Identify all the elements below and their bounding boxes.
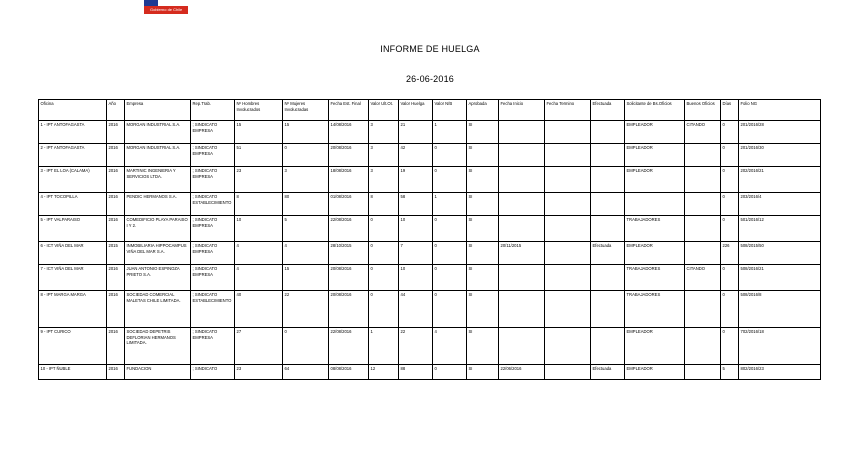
table-cell: Efectuada [591,365,625,380]
table-cell [591,121,625,144]
table-cell [545,265,591,291]
table-cell [499,167,545,193]
table-cell: 22/06/2016 [499,365,545,380]
table-cell [685,144,721,167]
column-header: Valor Ult.Ot. [369,100,399,121]
table-cell: 8 [369,193,399,216]
table-cell: 6 - ICT VIÑA DEL MAR [39,242,107,265]
table-cell: 80 [283,193,329,216]
table-cell: 226 [721,242,739,265]
table-cell: 1 - IPT ANTOFAGASTA [39,121,107,144]
table-cell: 0 [433,365,467,380]
table-cell: ; SINDICATO EMPRESA [191,265,235,291]
table-cell: 8 [235,193,283,216]
table-cell: 01/08/2016 [329,193,369,216]
table-cell: 201/2016/30 [739,144,821,167]
table-cell: 0 [369,242,399,265]
table-row [39,193,821,216]
table-cell: 20/08/2016 [329,265,369,291]
table-cell: CITANDO [685,265,721,291]
table-cell: 3 - IPT EL LOA (CALAMA) [39,167,107,193]
table-cell: 64 [283,365,329,380]
table-cell: 501/2016/12 [739,216,821,242]
table-cell [591,216,625,242]
table-cell [591,193,625,216]
table-cell: 2 - IPT ANTOFAGASTA [39,144,107,167]
column-header: Efectuada [591,100,625,121]
table-cell: 3 [369,167,399,193]
column-header: Días [721,100,739,121]
table-cell: 1 [369,328,399,365]
table-cell: 40 [235,291,283,328]
table-cell: 0 [433,242,467,265]
table-row [39,265,821,291]
table-cell: 0 [721,167,739,193]
table-cell: EMPLEADOR [625,242,685,265]
column-header: Valor Huelga [399,100,433,121]
table-cell [545,242,591,265]
table-cell: 88 [399,365,433,380]
table-cell: 22 [283,291,329,328]
column-header: Nº Mujeres Involucradas [283,100,329,121]
table-body [39,121,821,380]
table-cell: 9 - IPT CURICO [39,328,107,365]
table-cell [685,365,721,380]
table-cell: 0 [433,167,467,193]
table-cell [545,291,591,328]
table-cell: 23 [235,167,283,193]
table-cell [499,265,545,291]
table-cell: COMEDIFICIO PLAYA PARAISO I Y 2. [125,216,191,242]
table-cell: 3 [369,144,399,167]
table-cell: 27 [235,328,283,365]
table-cell: 0 [721,216,739,242]
table-cell: 4 [235,265,283,291]
table-cell: 0 [369,265,399,291]
column-header: Empresa [125,100,191,121]
table-cell [499,121,545,144]
table-cell: 0 [721,291,739,328]
table-cell: 0 [721,328,739,365]
column-header: Aprobada [467,100,499,121]
table-cell: 10 - IPT ÑUBLE [39,365,107,380]
table-cell: 10 [399,216,433,242]
table-cell: 0 [433,216,467,242]
table-cell: 4 - IPT TOCOPILLA [39,193,107,216]
table-cell: 2016 [107,193,125,216]
table-cell: 5 - IPT VALPARAISO [39,216,107,242]
table-cell: 51 [235,144,283,167]
table-cell: 2016 [107,291,125,328]
gobierno-logo [144,0,188,14]
table-cell: 0 [433,265,467,291]
table-cell: EMPLEADOR [625,144,685,167]
table-cell: 2016 [107,121,125,144]
table-cell: 0 [369,216,399,242]
table-cell: 508/2015/50 [739,242,821,265]
table-cell [685,291,721,328]
table-cell: 18/08/2016 [329,167,369,193]
table-row [39,365,821,380]
table-cell [499,216,545,242]
table-cell: 203/2016/4 [739,193,821,216]
table-cell: 10 [235,216,283,242]
table-cell: JUAN ANTONIO ESPINOZA PRIETO S.A. [125,265,191,291]
table-cell [499,291,545,328]
table-cell: 2016 [107,265,125,291]
table-row [39,242,821,265]
table-cell: 20/08/2016 [329,291,369,328]
table-cell: SI [467,167,499,193]
table-cell: 5 [721,365,739,380]
table-cell: 3 [283,167,329,193]
table-cell: ; SINDICATO ESTABLECIMIENTO [191,193,235,216]
report-date: 26-06-2016 [405,74,455,84]
table-cell: EMPLEADOR [625,328,685,365]
table-cell [545,216,591,242]
table-cell: ; SINDICATO EMPRESA [191,328,235,365]
table-cell: 2016 [107,216,125,242]
table-cell: 21 [399,121,433,144]
table-cell [591,328,625,365]
table-cell: SI [467,291,499,328]
table-cell: INMOBILIARIA HIPPOCAMPUS VIÑA DEL MAR S.A. [125,242,191,265]
table-cell [591,144,625,167]
strike-report-table [38,99,821,380]
table-cell: 4 [433,328,467,365]
table-row [39,121,821,144]
table-cell: 7 [399,242,433,265]
table-cell: ; SINDICATO EMPRESA [191,167,235,193]
table-cell: TRABAJADORES [625,265,685,291]
table-cell: ; SINDICATO EMPRESA [191,144,235,167]
table-cell: 08/08/2016 [329,365,369,380]
column-header: Solicitante de Bs.Oficios [625,100,685,121]
table-cell: 20/08/2016 [329,144,369,167]
table-cell: 2016 [107,328,125,365]
table-cell: PENDIC HERMANOS S.A. [125,193,191,216]
table-cell: EMPLEADOR [625,365,685,380]
table-cell: 7 - ICT VIÑA DEL MAR [39,265,107,291]
table-cell: 802/2016/23 [739,365,821,380]
table-cell: ; SINDICATO EMPRESA [191,242,235,265]
table-cell: EMPLEADOR [625,167,685,193]
table-cell: MORGAN INDUSTRIAL S.A. [125,144,191,167]
column-header: Fecha Termino [545,100,591,121]
column-header: Buenos Oficios [685,100,721,121]
table-cell: 508/2016/8 [739,291,821,328]
table-cell: 15 [235,121,283,144]
table-cell: TRABAJADORES [625,216,685,242]
table-row [39,291,821,328]
table-cell [625,193,685,216]
table-cell: 42 [399,144,433,167]
column-header: Fecha Est. Final [329,100,369,121]
table-cell: 2015 [107,242,125,265]
table-cell [591,265,625,291]
table-cell: 702/2016/18 [739,328,821,365]
table-cell: 22 [399,328,433,365]
table-cell: EMPLEADOR [625,121,685,144]
table-cell [499,193,545,216]
table-cell: 22/08/2016 [329,216,369,242]
table-cell: 508/2016/21 [739,265,821,291]
table-cell: SI [467,242,499,265]
table-cell: 4 [235,242,283,265]
table-cell: 0 [721,121,739,144]
table-cell: 2016 [107,167,125,193]
table-cell: 3 [369,121,399,144]
table-cell: 19 [399,167,433,193]
table-cell: 0 [721,193,739,216]
table-cell: SI [467,144,499,167]
table-cell: ; SINDICATO EMPRESA [191,216,235,242]
table-cell: 0 [721,265,739,291]
table-cell [685,216,721,242]
table-cell: SI [467,193,499,216]
table-cell: 8 - IPT MARGA MARGA [39,291,107,328]
table-cell: SI [467,216,499,242]
table-cell: ; SINDICATO [191,365,235,380]
table-row [39,144,821,167]
table-cell [545,121,591,144]
table-cell [685,328,721,365]
table-row [39,167,821,193]
table-cell: 2016 [107,365,125,380]
table-cell: SI [467,265,499,291]
column-header: Rep.Trab. [191,100,235,121]
table-cell [499,144,545,167]
table-cell: SOCIEDAD COMERCIAL MALETAS CHILE LIMITADA. [125,291,191,328]
table-cell: 0 [283,144,329,167]
report-title: INFORME DE HUELGA [380,44,480,54]
logo-text: Gobierno de Chile [144,6,188,14]
table-cell: ; SINDICATO EMPRESA [191,121,235,144]
table-cell: 1 [433,193,467,216]
table-cell: 44 [399,291,433,328]
table-cell: 10 [399,265,433,291]
table-row [39,328,821,365]
table-cell [545,167,591,193]
table-cell [685,242,721,265]
table-cell [591,291,625,328]
table-cell [499,328,545,365]
table-cell: 0 [721,144,739,167]
table-cell: 15 [283,265,329,291]
table-row [39,216,821,242]
table-cell: 0 [283,328,329,365]
table-cell: 14/08/2016 [329,121,369,144]
column-header: Nº Hombres Involucrados [235,100,283,121]
table-cell: Efectuada [591,242,625,265]
column-header: Oficina [39,100,107,121]
table-cell [591,167,625,193]
table-cell [545,365,591,380]
table-cell: 15 [283,121,329,144]
table-cell: 58 [399,193,433,216]
table-cell: SI [467,365,499,380]
table-cell: 1 [433,121,467,144]
table-cell: 0 [369,291,399,328]
table-cell: MORGAN INDUSTRIAL S.A. [125,121,191,144]
table-cell: MARTINIC INGENIERIA Y SERVICIOS LTDA. [125,167,191,193]
column-header: Valor N/B [433,100,467,121]
table-cell: 202/2016/21 [739,167,821,193]
table-cell: 23 [235,365,283,380]
table-cell: SI [467,328,499,365]
table-cell: 2016 [107,144,125,167]
table-cell: 0 [433,144,467,167]
table-cell: SOCIEDAD DEPETRIS DEFLORIAN HERMANOS LIMITADA. [125,328,191,365]
table-cell: 20/11/2015 [499,242,545,265]
table-cell [685,167,721,193]
table-cell: 5 [283,216,329,242]
table-cell: FUNDACION [125,365,191,380]
table-cell: 28/10/2015 [329,242,369,265]
table-cell: 12 [369,365,399,380]
table-cell: TRABAJADORES [625,291,685,328]
column-header: Fecha Inicio [499,100,545,121]
table-cell: 0 [433,291,467,328]
table-cell [545,193,591,216]
column-header: Año [107,100,125,121]
table-cell [545,328,591,365]
table-header-row [39,100,821,121]
column-header: Folio NG [739,100,821,121]
table-cell: CITANDO [685,121,721,144]
table-cell: ; SINDICATO ESTABLECIMIENTO [191,291,235,328]
table-cell [685,193,721,216]
table-cell: 201/2016/28 [739,121,821,144]
table-cell: 22/08/2016 [329,328,369,365]
table-cell: 4 [283,242,329,265]
table-cell: SI [467,121,499,144]
table-cell [545,144,591,167]
